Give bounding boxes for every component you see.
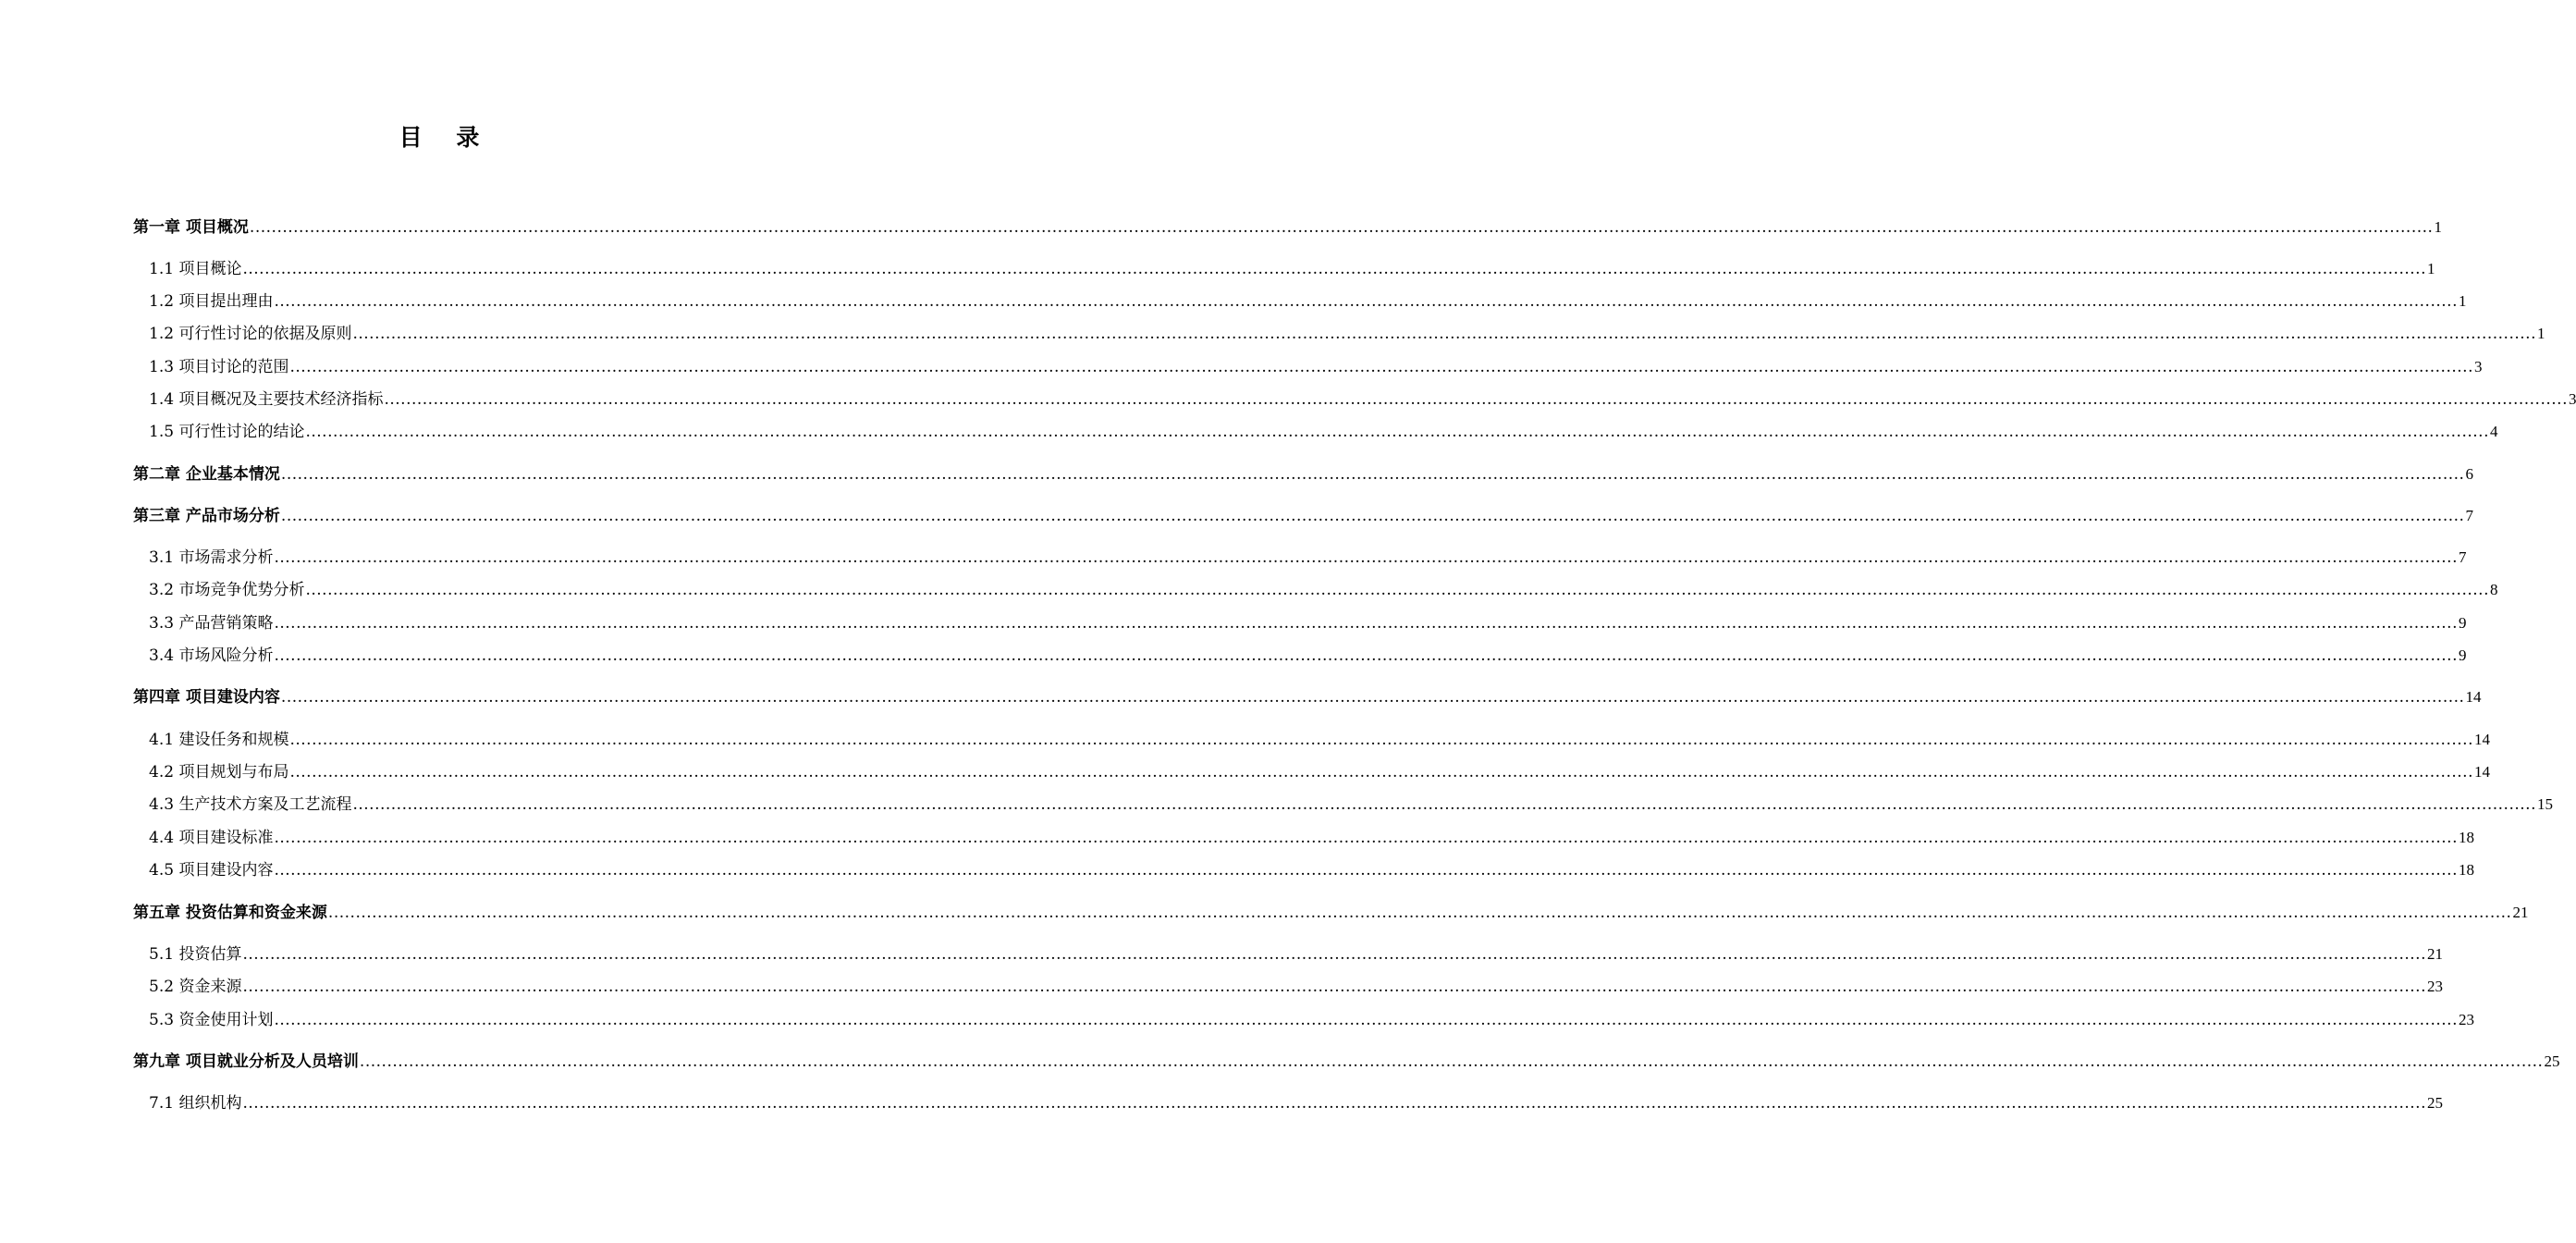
- toc-dot-leader: ................................................................................................................................................................................................................................................................................................................................................................................................................: [274, 1011, 2458, 1029]
- toc-entry-label: 3.4 市场风险分析: [149, 646, 274, 665]
- toc-page-number: 7: [2465, 507, 2473, 524]
- toc-entry-label: 3.3 产品营销策略: [149, 614, 274, 633]
- toc-page-number: 3: [2568, 390, 2576, 408]
- toc-dot-leader: ................................................................................................................................................................................................................................................................................................................................................................................................................: [274, 829, 2458, 847]
- toc-section-entry[interactable]: [149, 791, 2553, 815]
- toc-dot-leader: ................................................................................................................................................................................................................................................................................................................................................................................................................: [352, 795, 2536, 814]
- toc-dot-leader: ................................................................................................................................................................................................................................................................................................................................................................................................................: [305, 423, 2489, 441]
- page-title: 目 录: [399, 124, 493, 151]
- toc-section-entry[interactable]: [149, 824, 2474, 848]
- toc-entry-label: 第二章 企业基本情况: [133, 465, 280, 484]
- toc-page-number: 15: [2536, 795, 2553, 813]
- toc-section-entry[interactable]: [149, 386, 2576, 410]
- toc-dot-leader: ................................................................................................................................................................................................................................................................................................................................................................................................................: [305, 581, 2489, 599]
- toc-dot-leader: ................................................................................................................................................................................................................................................................................................................................................................................................................: [352, 325, 2536, 343]
- toc-section-entry[interactable]: [149, 544, 2467, 568]
- toc-dot-leader: ................................................................................................................................................................................................................................................................................................................................................................................................................: [280, 465, 2465, 484]
- toc-page-number: 21: [2512, 904, 2529, 921]
- toc-section-entry[interactable]: [149, 353, 2483, 377]
- toc-entry-label: 4.5 项目建设内容: [149, 861, 274, 880]
- toc-page-number: 23: [2458, 1011, 2474, 1028]
- toc-page-number: 7: [2458, 548, 2467, 566]
- toc-dot-leader: ................................................................................................................................................................................................................................................................................................................................................................................................................: [289, 731, 2473, 749]
- toc-page-number: 9: [2458, 614, 2467, 632]
- toc-entry-label: 4.2 项目规划与布局: [149, 763, 289, 781]
- toc-section-entry[interactable]: [149, 288, 2467, 312]
- toc-entry-label: 4.1 建设任务和规模: [149, 731, 289, 749]
- toc-entry-label: 4.4 项目建设标准: [149, 829, 274, 847]
- toc-page-number: 1: [2434, 218, 2442, 236]
- toc-chapter-entry[interactable]: [133, 461, 2473, 485]
- toc-page-number: 3: [2473, 358, 2483, 375]
- toc-entry-label: 5.2 资金来源: [149, 978, 242, 996]
- toc-dot-leader: ................................................................................................................................................................................................................................................................................................................................................................................................................: [280, 507, 2465, 525]
- toc-dot-leader: ................................................................................................................................................................................................................................................................................................................................................................................................................: [242, 260, 2426, 278]
- toc-entry-label: 1.4 项目概况及主要技术经济指标: [149, 390, 384, 409]
- toc-dot-leader: ................................................................................................................................................................................................................................................................................................................................................................................................................: [249, 218, 2434, 237]
- toc-chapter-entry[interactable]: [133, 683, 2482, 708]
- toc-entry-label: 第三章 产品市场分析: [133, 507, 280, 525]
- toc-dot-leader: ................................................................................................................................................................................................................................................................................................................................................................................................................: [242, 1094, 2426, 1113]
- toc-chapter-entry[interactable]: [133, 502, 2473, 526]
- toc-page-number: 25: [2426, 1094, 2443, 1112]
- toc-section-entry[interactable]: [149, 576, 2498, 600]
- toc-entry-label: 1.2 可行性讨论的依据及原则: [149, 325, 352, 343]
- toc-section-entry[interactable]: [149, 758, 2490, 782]
- toc-section-entry[interactable]: [149, 856, 2474, 880]
- toc-section-entry[interactable]: [149, 418, 2498, 442]
- toc-page-number: 1: [2536, 325, 2545, 342]
- toc-page-number: 14: [2473, 763, 2490, 781]
- toc-dot-leader: ................................................................................................................................................................................................................................................................................................................................................................................................................: [289, 763, 2473, 781]
- toc-entry-label: 1.5 可行性讨论的结论: [149, 423, 305, 441]
- toc-page-number: 18: [2458, 861, 2474, 879]
- toc-entry-label: 1.1 项目概论: [149, 260, 242, 278]
- toc-page-number: 23: [2426, 978, 2443, 995]
- toc-page-number: 25: [2544, 1052, 2560, 1070]
- toc-page-number: 21: [2426, 945, 2443, 963]
- toc-page-number: 9: [2458, 646, 2467, 664]
- toc-dot-leader: ................................................................................................................................................................................................................................................................................................................................................................................................................: [289, 358, 2473, 376]
- toc-dot-leader: ................................................................................................................................................................................................................................................................................................................................................................................................................: [359, 1052, 2544, 1071]
- toc-entry-label: 1.2 项目提出理由: [149, 292, 274, 311]
- toc-section-entry[interactable]: [149, 609, 2467, 634]
- toc-page-number: 8: [2489, 581, 2498, 598]
- toc-section-entry[interactable]: [149, 320, 2545, 344]
- toc-entry-label: 5.1 投资估算: [149, 945, 242, 964]
- toc-page-number: 1: [2458, 292, 2467, 310]
- toc-chapter-entry[interactable]: [133, 1048, 2560, 1072]
- toc-dot-leader: ................................................................................................................................................................................................................................................................................................................................................................................................................: [242, 945, 2426, 964]
- toc-entry-label: 5.3 资金使用计划: [149, 1011, 274, 1029]
- toc-section-entry[interactable]: [149, 1006, 2474, 1030]
- toc-dot-leader: ................................................................................................................................................................................................................................................................................................................................................................................................................: [274, 548, 2458, 567]
- toc-section-entry[interactable]: [149, 973, 2443, 997]
- toc-page-number: 6: [2465, 465, 2473, 483]
- toc-entry-label: 第九章 项目就业分析及人员培训: [133, 1052, 359, 1071]
- toc-dot-leader: ................................................................................................................................................................................................................................................................................................................................................................................................................: [327, 904, 2512, 922]
- toc-entry-label: 3.2 市场竞争优势分析: [149, 581, 305, 599]
- toc-section-entry[interactable]: [149, 1089, 2443, 1114]
- toc-dot-leader: ................................................................................................................................................................................................................................................................................................................................................................................................................: [274, 614, 2458, 633]
- toc-section-entry[interactable]: [149, 255, 2435, 279]
- toc-entry-label: 第一章 项目概况: [133, 218, 249, 237]
- toc-page-number: 4: [2489, 423, 2498, 440]
- toc-page-number: 1: [2426, 260, 2435, 277]
- toc-dot-leader: ................................................................................................................................................................................................................................................................................................................................................................................................................: [274, 861, 2458, 880]
- toc-dot-leader: ................................................................................................................................................................................................................................................................................................................................................................................................................: [280, 688, 2465, 707]
- toc-page-number: 18: [2458, 829, 2474, 846]
- toc-dot-leader: ................................................................................................................................................................................................................................................................................................................................................................................................................: [274, 292, 2458, 311]
- toc-dot-leader: ................................................................................................................................................................................................................................................................................................................................................................................................................: [274, 646, 2458, 665]
- toc-entry-label: 1.3 项目讨论的范围: [149, 358, 289, 376]
- toc-section-entry[interactable]: [149, 642, 2467, 666]
- toc-section-entry[interactable]: [149, 726, 2490, 750]
- toc-section-entry[interactable]: [149, 941, 2443, 965]
- toc-entry-label: 7.1 组织机构: [149, 1094, 242, 1113]
- toc-entry-label: 第五章 投资估算和资金来源: [133, 904, 327, 922]
- toc-entry-label: 3.1 市场需求分析: [149, 548, 274, 567]
- toc-page-number: 14: [2465, 688, 2482, 706]
- toc-entry-label: 第四章 项目建设内容: [133, 688, 280, 707]
- toc-dot-leader: ................................................................................................................................................................................................................................................................................................................................................................................................................: [384, 390, 2568, 409]
- toc-entry-label: 4.3 生产技术方案及工艺流程: [149, 795, 352, 814]
- toc-dot-leader: ................................................................................................................................................................................................................................................................................................................................................................................................................: [242, 978, 2426, 996]
- toc-chapter-entry[interactable]: [133, 899, 2529, 923]
- toc-chapter-entry[interactable]: [133, 214, 2442, 238]
- toc-page-number: 14: [2473, 731, 2490, 748]
